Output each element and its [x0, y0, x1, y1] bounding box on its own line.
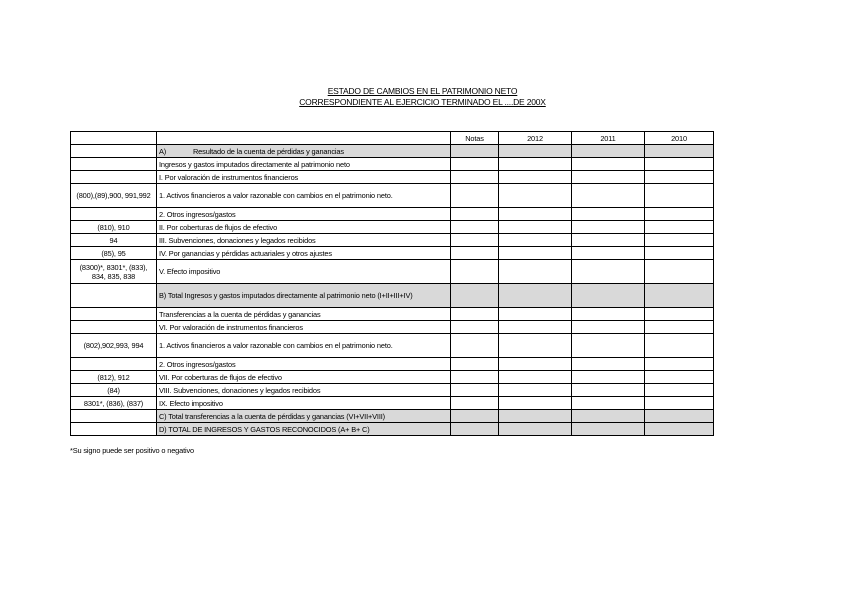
- value-2011-cell: [572, 371, 645, 384]
- account-code-cell: (84): [71, 384, 157, 397]
- table-row: [71, 321, 714, 334]
- account-code-cell: (85), 95: [71, 247, 157, 260]
- header-year-2011: 2011: [572, 132, 645, 145]
- value-2010-cell: [645, 384, 714, 397]
- notas-cell: [451, 260, 499, 284]
- title-line-2: CORRESPONDIENTE AL EJERCICIO TERMINADO EL ....DE 200X: [299, 97, 546, 107]
- table-row: [71, 423, 714, 436]
- account-code-cell: [71, 410, 157, 423]
- table-row: [71, 397, 714, 410]
- value-2010-cell: [645, 321, 714, 334]
- table-row: [71, 247, 714, 260]
- table-row: [71, 221, 714, 234]
- value-2012-cell: [499, 358, 572, 371]
- concept-cell: I. Por valoración de instrumentos financieros: [157, 171, 451, 184]
- value-2011-cell: [572, 397, 645, 410]
- notas-cell: [451, 234, 499, 247]
- value-2010-cell: [645, 221, 714, 234]
- concept-cell: C) Total transferencias a la cuenta de pérdidas y ganancias (VI+VII+VIII): [157, 410, 451, 423]
- value-2010-cell: [645, 334, 714, 358]
- notas-cell: [451, 384, 499, 397]
- account-code-cell: [71, 208, 157, 221]
- table-row: [71, 371, 714, 384]
- value-2012-cell: [499, 158, 572, 171]
- value-2012-cell: [499, 308, 572, 321]
- notas-cell: [451, 410, 499, 423]
- value-2011-cell: [572, 423, 645, 436]
- section-prefix: A): [159, 146, 167, 156]
- value-2011-cell: [572, 221, 645, 234]
- table-row: [71, 358, 714, 371]
- account-code-cell: [71, 158, 157, 171]
- value-2010-cell: [645, 423, 714, 436]
- notas-cell: [451, 371, 499, 384]
- notas-cell: [451, 397, 499, 410]
- value-2011-cell: [572, 158, 645, 171]
- table-row: [71, 208, 714, 221]
- header-year-2010: 2010: [645, 132, 714, 145]
- account-code-cell: [71, 321, 157, 334]
- value-2010-cell: [645, 397, 714, 410]
- account-code-cell: [71, 145, 157, 158]
- account-code-cell: (8300)*, 8301*, (833), 834, 835, 838: [71, 260, 157, 284]
- value-2012-cell: [499, 397, 572, 410]
- concept-cell: 1. Activos financieros a valor razonable con cambios en el patrimonio neto.: [157, 184, 451, 208]
- table-row: [71, 184, 714, 208]
- account-code-cell: [71, 308, 157, 321]
- concept-cell: 2. Otros ingresos/gastos: [157, 208, 451, 221]
- value-2011-cell: [572, 284, 645, 308]
- value-2012-cell: [499, 410, 572, 423]
- header-notas: Notas: [451, 132, 499, 145]
- value-2012-cell: [499, 284, 572, 308]
- table-row: [71, 171, 714, 184]
- value-2012-cell: [499, 234, 572, 247]
- concept-label: Resultado de la cuenta de pérdidas y ganancias: [193, 146, 344, 156]
- concept-cell: Transferencias a la cuenta de pérdidas y ganancias: [157, 308, 451, 321]
- notas-cell: [451, 321, 499, 334]
- value-2012-cell: [499, 371, 572, 384]
- notas-cell: [451, 423, 499, 436]
- value-2010-cell: [645, 308, 714, 321]
- account-code-cell: 94: [71, 234, 157, 247]
- value-2010-cell: [645, 358, 714, 371]
- title-line-1: ESTADO DE CAMBIOS EN EL PATRIMONIO NETO: [327, 86, 518, 96]
- notas-cell: [451, 208, 499, 221]
- account-code-cell: (810), 910: [71, 221, 157, 234]
- value-2012-cell: [499, 221, 572, 234]
- table-row: [71, 334, 714, 358]
- value-2012-cell: [499, 184, 572, 208]
- value-2011-cell: [572, 321, 645, 334]
- account-code-cell: 8301*, (836), (837): [71, 397, 157, 410]
- header-concept-cell: [157, 132, 451, 145]
- value-2010-cell: [645, 158, 714, 171]
- notas-cell: [451, 358, 499, 371]
- document-title: [0, 86, 848, 108]
- concept-cell: VIII. Subvenciones, donaciones y legados recibidos: [157, 384, 451, 397]
- concept-cell: Ingresos y gastos imputados directamente al patrimonio neto: [157, 158, 451, 171]
- value-2012-cell: [499, 247, 572, 260]
- concept-cell: VII. Por coberturas de flujos de efectivo: [157, 371, 451, 384]
- table-row: [71, 145, 714, 158]
- account-code-cell: (812), 912: [71, 371, 157, 384]
- value-2011-cell: [572, 247, 645, 260]
- account-code-cell: [71, 171, 157, 184]
- value-2010-cell: [645, 247, 714, 260]
- notas-cell: [451, 247, 499, 260]
- header-year-2012: 2012: [499, 132, 572, 145]
- footnote: *Su signo puede ser positivo o negativo: [70, 446, 194, 455]
- value-2010-cell: [645, 145, 714, 158]
- notas-cell: [451, 221, 499, 234]
- value-2012-cell: [499, 384, 572, 397]
- notas-cell: [451, 308, 499, 321]
- table-row: [71, 234, 714, 247]
- concept-cell: II. Por coberturas de flujos de efectivo: [157, 221, 451, 234]
- value-2010-cell: [645, 171, 714, 184]
- account-code-cell: [71, 284, 157, 308]
- concept-cell: V. Efecto impositivo: [157, 260, 451, 284]
- value-2010-cell: [645, 208, 714, 221]
- value-2010-cell: [645, 410, 714, 423]
- concept-cell: D) TOTAL DE INGRESOS Y GASTOS RECONOCIDOS (A+ B+ C): [157, 423, 451, 436]
- value-2012-cell: [499, 145, 572, 158]
- table-row: [71, 384, 714, 397]
- concept-cell: IV. Por ganancias y pérdidas actuariales y otros ajustes: [157, 247, 451, 260]
- header-code-cell: [71, 132, 157, 145]
- concept-cell: IX. Efecto impositivo: [157, 397, 451, 410]
- account-code-cell: [71, 358, 157, 371]
- concept-cell: III. Subvenciones, donaciones y legados recibidos: [157, 234, 451, 247]
- value-2011-cell: [572, 334, 645, 358]
- table-row: [71, 260, 714, 284]
- value-2010-cell: [645, 371, 714, 384]
- value-2011-cell: [572, 384, 645, 397]
- value-2012-cell: [499, 321, 572, 334]
- value-2011-cell: [572, 358, 645, 371]
- header-row: [71, 132, 714, 145]
- value-2012-cell: [499, 208, 572, 221]
- account-code-cell: [71, 423, 157, 436]
- table-row: [71, 158, 714, 171]
- notas-cell: [451, 145, 499, 158]
- value-2011-cell: [572, 208, 645, 221]
- value-2010-cell: [645, 184, 714, 208]
- table-row: [71, 410, 714, 423]
- value-2012-cell: [499, 260, 572, 284]
- value-2012-cell: [499, 171, 572, 184]
- notas-cell: [451, 171, 499, 184]
- concept-cell: 1. Activos financieros a valor razonable con cambios en el patrimonio neto.: [157, 334, 451, 358]
- concept-cell: [157, 145, 451, 158]
- value-2012-cell: [499, 334, 572, 358]
- notas-cell: [451, 284, 499, 308]
- notas-cell: [451, 158, 499, 171]
- table-row: [71, 284, 714, 308]
- account-code-cell: (800),(89),900, 991,992: [71, 184, 157, 208]
- concept-cell: 2. Otros ingresos/gastos: [157, 358, 451, 371]
- notas-cell: [451, 184, 499, 208]
- concept-cell: VI. Por valoración de instrumentos financieros: [157, 321, 451, 334]
- value-2011-cell: [572, 308, 645, 321]
- value-2011-cell: [572, 145, 645, 158]
- table-row: [71, 308, 714, 321]
- value-2011-cell: [572, 184, 645, 208]
- account-code-cell: (802),902,993, 994: [71, 334, 157, 358]
- value-2010-cell: [645, 284, 714, 308]
- value-2010-cell: [645, 260, 714, 284]
- value-2011-cell: [572, 234, 645, 247]
- concept-cell: B) Total Ingresos y gastos imputados directamente al patrimonio neto (I+II+III+IV): [157, 284, 451, 308]
- notas-cell: [451, 334, 499, 358]
- value-2011-cell: [572, 410, 645, 423]
- value-2011-cell: [572, 171, 645, 184]
- value-2012-cell: [499, 423, 572, 436]
- patrimonio-neto-table: [70, 131, 714, 436]
- value-2011-cell: [572, 260, 645, 284]
- value-2010-cell: [645, 234, 714, 247]
